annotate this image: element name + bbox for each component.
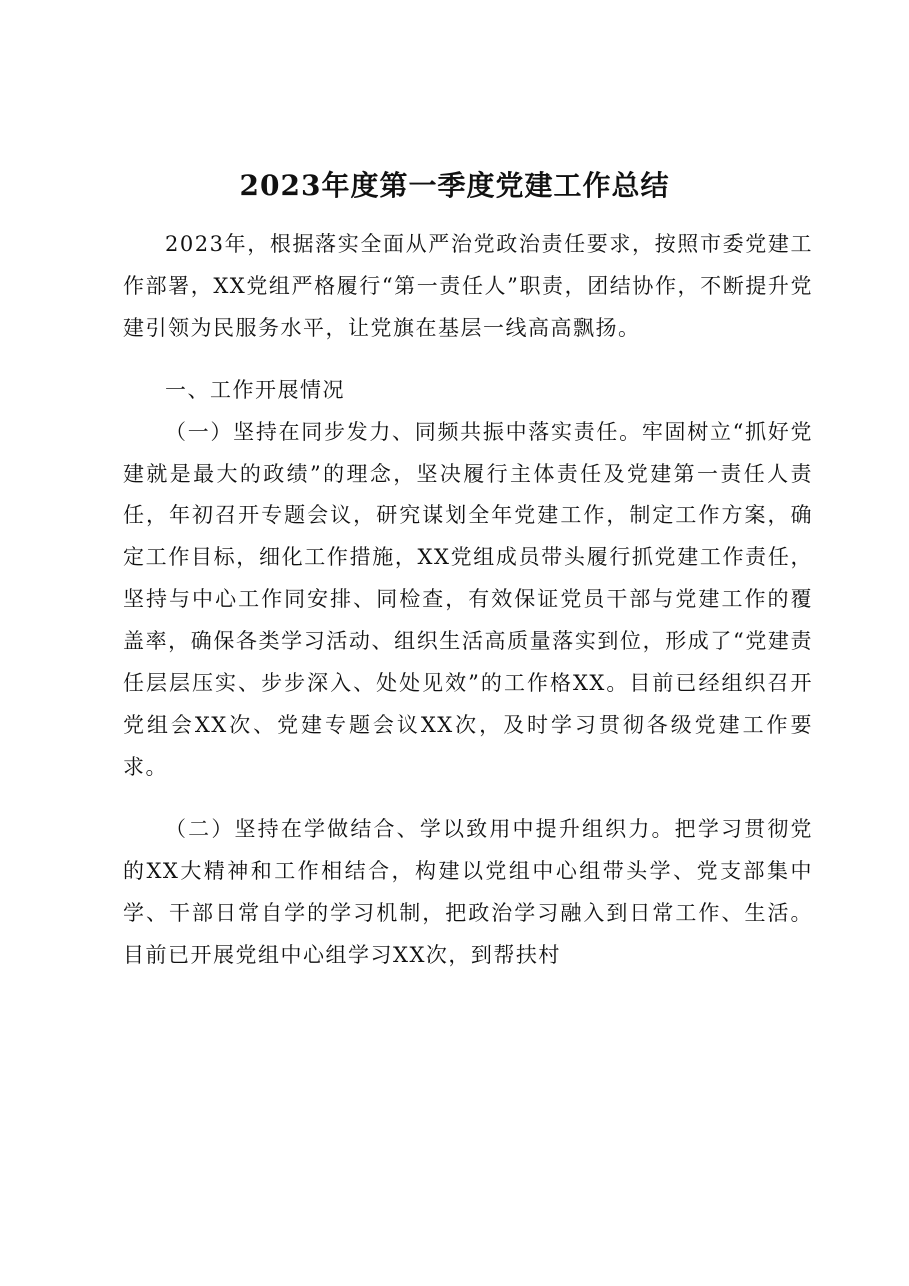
intro-paragraph: 2023年，根据落实全面从严治党政治责任要求，按照市委党建工作部署，XX党组严格履行“第一责任人”职责，团结协作，不断提升党建引领为民服务水平，让党旗在基层一线高高飘扬。 xyxy=(123,232,813,340)
section-heading: 一、工作开展情况 xyxy=(165,377,345,402)
subsection-paragraph-1: （一）坚持在同步发力、同频共振中落实责任。牢固树立“抓好党建就是最大的政绩”的理念，坚决履行主体责任及党建第一责任人责任，年初召开专题会议，研究谋划全年党建工作，制定工作方案，确定工作目标，细化工作措施，XX党组成员带头履行抓党建工作责任，坚持与中心工作同安排、同检查，有效保证党员干部与党建工作的覆盖率，确保各类学习活动、组织生活高质量落实到位，形成了“党建责任层层压实、步步深入、处处见效”的工作格XX。目前已经组织召开党组会XX次、党建专题会议XX次，及时学习贯彻各级党建工作要求。 xyxy=(123,419,813,779)
document-body xyxy=(123,224,813,976)
document-title: 2023年度第一季度党建工作总结 xyxy=(239,169,670,202)
subsection-paragraph-2: （二）坚持在学做结合、学以致用中提升组织力。把学习贯彻党的XX大精神和工作相结合，构建以党组中心组带头学、党支部集中学、干部日常自学的学习机制，把政治学习融入到日常工作、生活。目前已开展党组中心组学习XX次，到帮扶村 xyxy=(123,816,813,967)
